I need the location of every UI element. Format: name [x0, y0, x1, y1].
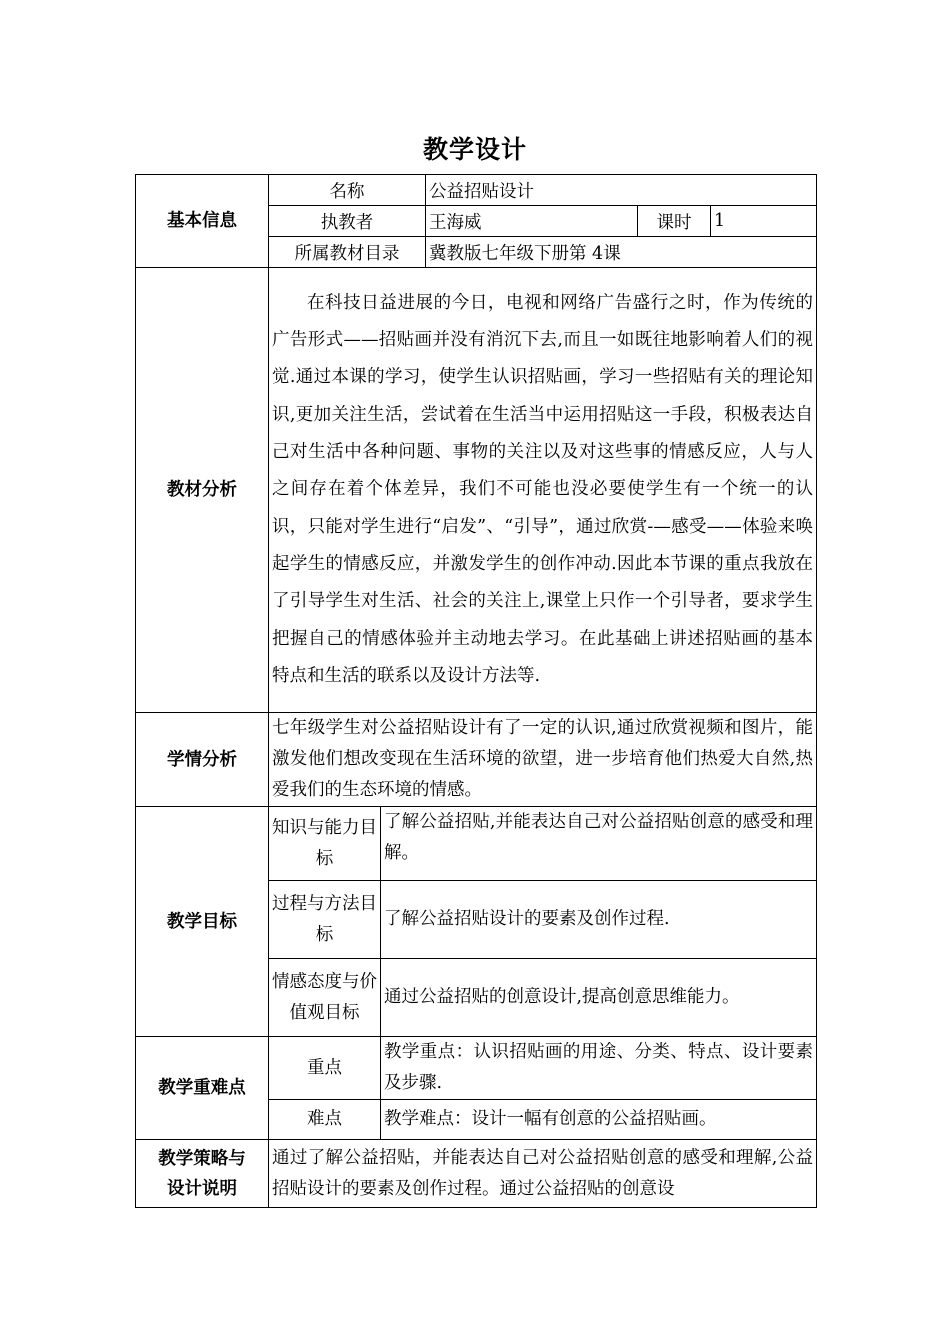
objective-text-2: 了解公益招贴设计的要素及创作过程. [381, 881, 817, 959]
lesson-design-table [135, 174, 817, 1208]
difficult-point-name: 难点 [269, 1100, 381, 1140]
name-value: 公益招贴设计 [426, 175, 817, 206]
teacher-label: 执教者 [269, 206, 426, 237]
catalog-value: 冀教版七年级下册第 4课 [426, 237, 817, 268]
material-analysis-label: 教材分析 [136, 268, 269, 713]
name-label: 名称 [269, 175, 426, 206]
document-title: 教学设计 [422, 135, 527, 164]
catalog-label: 所属教材目录 [269, 237, 426, 268]
row-strategy [136, 1140, 817, 1208]
row-material-analysis [136, 268, 817, 713]
strategy-label: 教学策略与设计说明 [136, 1140, 269, 1208]
strategy-text: 通过了解公益招贴，并能表达自己对公益招贴创意的感受和理解,公益招贴设计的要素及创作过程。通过公益招贴的创意设 [269, 1140, 817, 1208]
objective-name-3: 情感态度与价值观目标 [269, 959, 381, 1037]
basic-info-label: 基本信息 [136, 175, 269, 268]
key-points-label: 教学重难点 [136, 1037, 269, 1140]
row-key-point [136, 1037, 817, 1100]
student-analysis-text: 七年级学生对公益招贴设计有了一定的认识,通过欣赏视频和图片，能激发他们想改变现在生活环境的欲望，进一步培育他们热爱大自然,热爱我们的生态环境的情感。 [269, 713, 817, 807]
objective-name-1: 知识与能力目标 [269, 807, 381, 881]
hours-label: 课时 [638, 206, 711, 237]
row-objective-knowledge [136, 807, 817, 881]
row-name [136, 175, 817, 206]
material-analysis-text: 在科技日益进展的今日，电视和网络广告盛行之时，作为传统的广告形式——招贴画并没有消沉下去,而且一如既往地影响着人们的视觉.通过本课的学习，使学生认识招贴画，学习一些招贴有关的理论知识,更加关注生活，尝试着在生活当中运用招贴这一手段，积极表达自己对生活中各种问题、事物的关注以及对这些事的情感反应，人与人之间存在着个体差异，我们不可能也没必要使学生有一个统一的认识，只能对学生进行“启发”、“引导”，通过欣赏-—感受——体验来唤起学生的情感反应，并激发学生的创作冲动.因此本节课的重点我放在了引导学生对生活、社会的关注上,课堂上只作一个引导者，要求学生把握自己的情感体验并主动地去学习。在此基础上讲述招贴画的基本特点和生活的联系以及设计方法等. [269, 268, 817, 713]
objective-text-3: 通过公益招贴的创意设计,提高创意思维能力。 [381, 959, 817, 1037]
student-analysis-label: 学情分析 [136, 713, 269, 807]
key-point-name: 重点 [269, 1037, 381, 1100]
objectives-label: 教学目标 [136, 807, 269, 1037]
teacher-value: 王海威 [426, 206, 638, 237]
row-student-analysis [136, 713, 817, 807]
key-point-text: 教学重点：认识招贴画的用途、分类、特点、设计要素及步骤. [381, 1037, 817, 1100]
objective-name-2: 过程与方法目标 [269, 881, 381, 959]
objective-text-1: 了解公益招贴,并能表达自己对公益招贴创意的感受和理解。 [381, 807, 817, 881]
difficult-point-text: 教学难点：设计一幅有创意的公益招贴画。 [381, 1100, 817, 1140]
hours-value: 1 [711, 206, 817, 237]
